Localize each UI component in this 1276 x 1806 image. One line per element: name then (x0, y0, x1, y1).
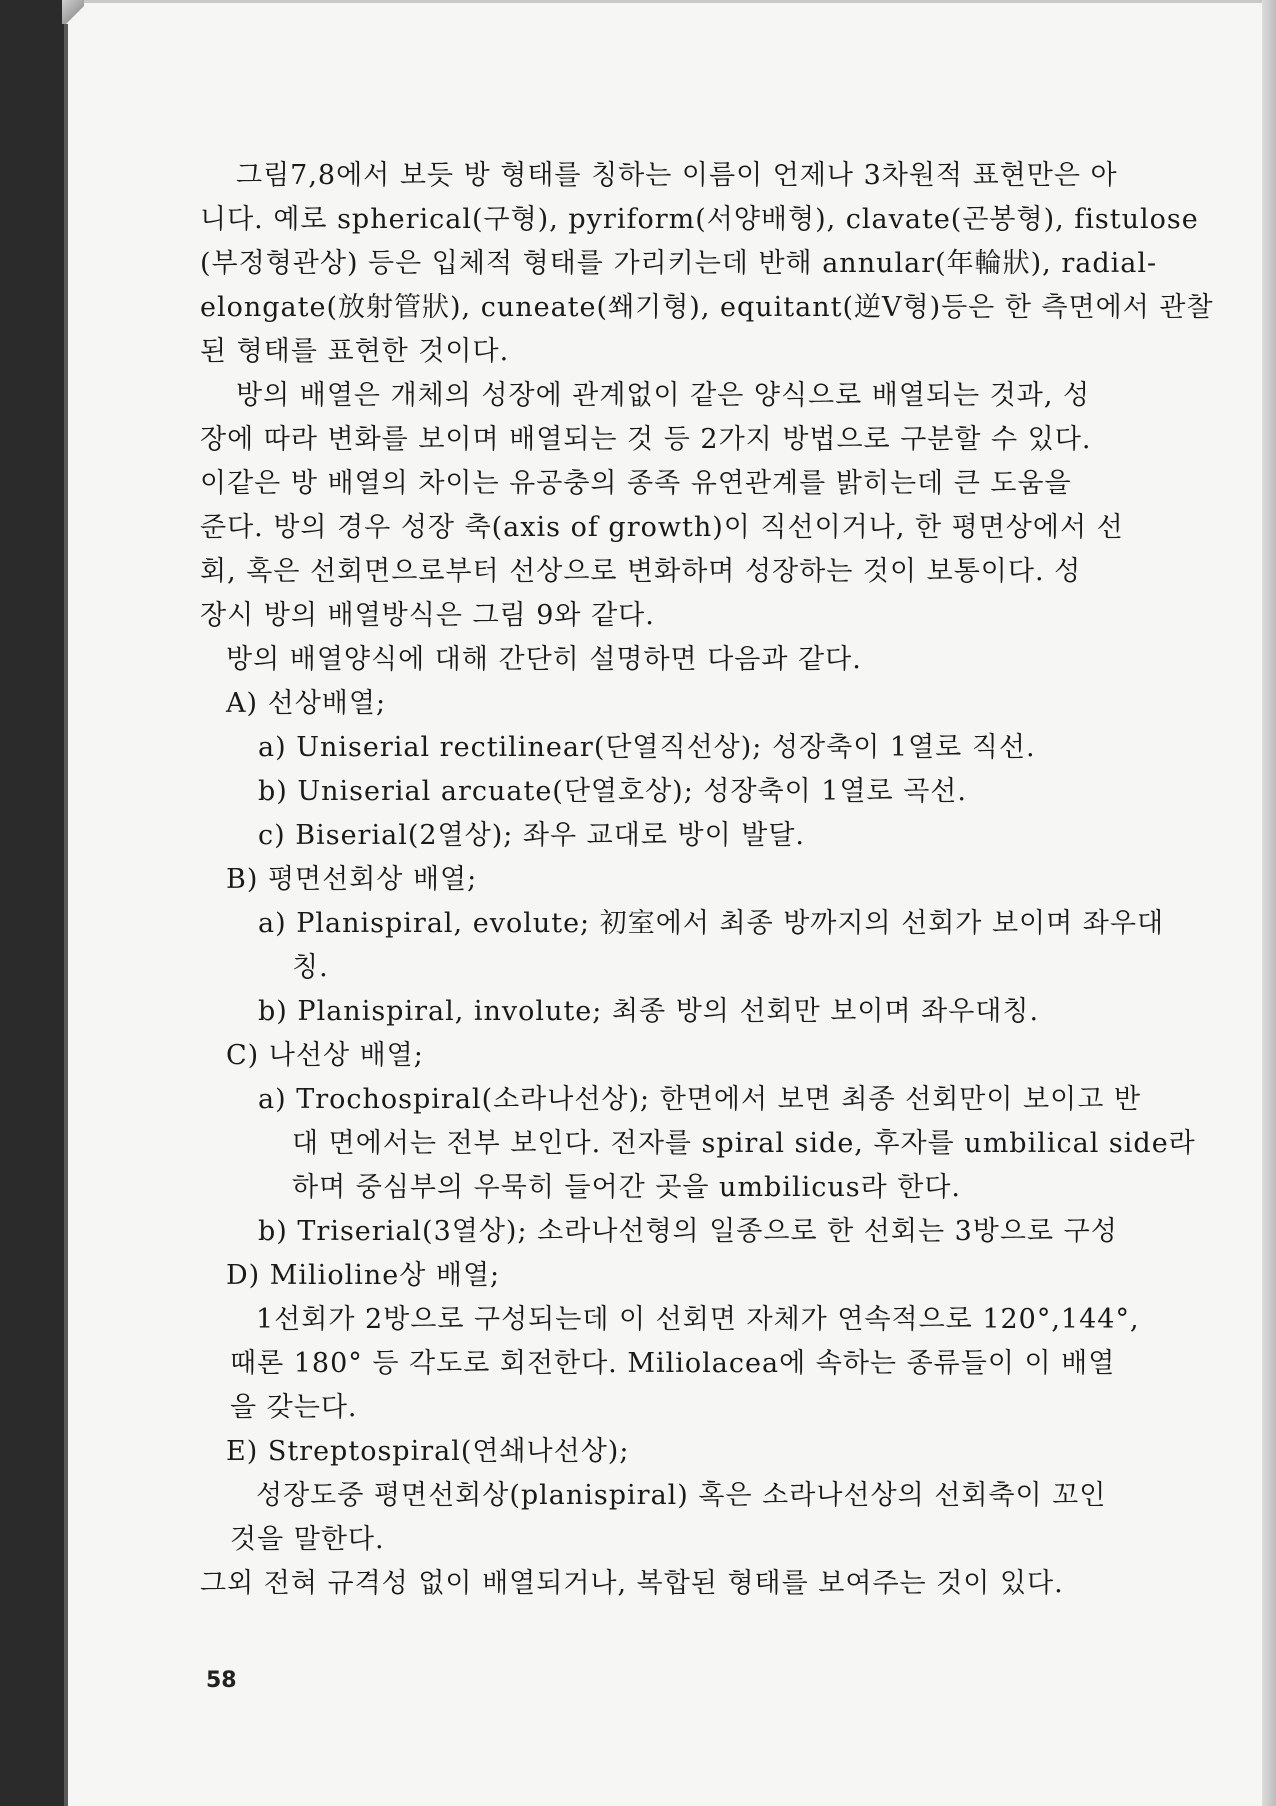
page-number: 58 (206, 1668, 237, 1693)
page-top-edge (64, 0, 1276, 3)
text-line: 장시 방의 배열방식은 그림 9와 같다. (200, 600, 655, 631)
text-line: b) Planispiral, involute; 최종 방의 선회만 보이며 좌우대칭. (258, 996, 1040, 1027)
text-line: 준다. 방의 경우 성장 축(axis of growth)이 직선이거나, 한 평면상에서 선 (200, 512, 1124, 543)
text-line: A) 선상배열; (226, 688, 387, 719)
text-line: a) Planispiral, evolute; 初室에서 최종 방까지의 선회가 보이며 좌우대 (258, 908, 1165, 939)
text-line: a) Trochospiral(소라나선상); 한면에서 보면 최종 선회만이 보이고 반 (258, 1084, 1141, 1115)
text-line: E) Streptospiral(연쇄나선상); (226, 1436, 630, 1467)
text-line: a) Uniserial rectilinear(단열직선상); 성장축이 1열로 직선. (258, 732, 1036, 763)
text-line: 방의 배열은 개체의 성장에 관계없이 같은 양식으로 배열되는 것과, 성 (236, 380, 1091, 411)
text-line: 그외 전혀 규격성 없이 배열되거나, 복합된 형태를 보여주는 것이 있다. (200, 1568, 1064, 1599)
text-line: elongate(放射管狀), cuneate(쐐기형), equitant(逆V형)등은 한 측면에서 관찰 (200, 292, 1214, 323)
text-line: 방의 배열양식에 대해 간단히 설명하면 다음과 같다. (226, 644, 862, 675)
text-line: 장에 따라 변화를 보이며 배열되는 것 등 2가지 방법으로 구분할 수 있다. (200, 424, 1092, 455)
text-line: 것을 말한다. (230, 1524, 385, 1555)
text-line: b) Triserial(3열상); 소라나선형의 일종으로 한 선회는 3방으로 구성 (258, 1216, 1118, 1247)
text-line: B) 평면선회상 배열; (226, 864, 478, 895)
text-line: 을 갖는다. (230, 1392, 358, 1423)
text-line: 된 형태를 표현한 것이다. (200, 336, 510, 367)
text-line: 대 면에서는 전부 보인다. 전자를 spiral side, 후자를 umbilical side라 (292, 1128, 1196, 1159)
text-line: D) Milioline상 배열; (226, 1260, 501, 1291)
page-right-edge (1262, 0, 1276, 1806)
text-line: 회, 혹은 선회면으로부터 선상으로 변화하며 성장하는 것이 보통이다. 성 (200, 556, 1082, 587)
page-corner-curl (62, 0, 84, 24)
text-line: 성장도중 평면선회상(planispiral) 혹은 소라나선상의 선회축이 꼬인 (256, 1480, 1107, 1511)
text-line: 칭. (292, 952, 329, 983)
text-line: c) Biserial(2열상); 좌우 교대로 방이 발달. (258, 820, 805, 851)
text-line: 이같은 방 배열의 차이는 유공충의 종족 유연관계를 밝히는데 큰 도움을 (200, 468, 1072, 499)
text-line: (부정형관상) 등은 입체적 형태를 가리키는데 반해 annular(年輪狀), radial- (200, 248, 1158, 279)
text-line: 니다. 예로 spherical(구형), pyriform(서양배형), clavate(곤봉형), fistulose (200, 204, 1199, 235)
text-line: 하며 중심부의 우묵히 들어간 곳을 umbilicus라 한다. (292, 1172, 962, 1203)
page-text-block (200, 154, 1214, 1606)
text-line: 그림7,8에서 보듯 방 형태를 칭하는 이름이 언제나 3차원적 표현만은 아 (236, 160, 1118, 191)
text-line: b) Uniserial arcuate(단열호상); 성장축이 1열로 곡선. (258, 776, 967, 807)
text-line: 1선회가 2방으로 구성되는데 이 선회면 자체가 연속적으로 120°,144°, (256, 1304, 1140, 1335)
text-line: C) 나선상 배열; (226, 1040, 424, 1071)
text-line: 때론 180° 등 각도로 회전한다. Miliolacea에 속하는 종류들이 이 배열 (230, 1348, 1116, 1379)
